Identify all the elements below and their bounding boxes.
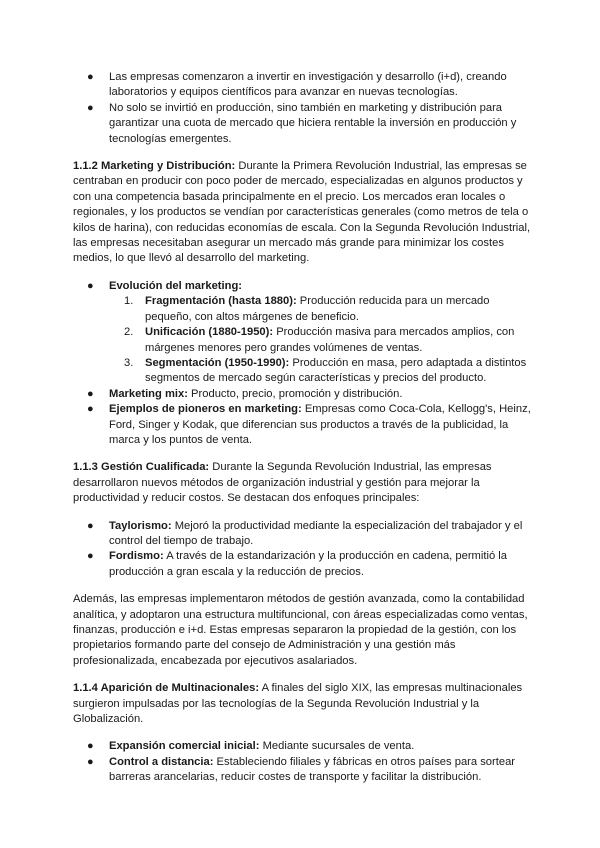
section-114-paragraph: 1.1.4 Aparición de Multinacionales: A finales del siglo XIX, las empresas multinacionales surgieron impulsadas por las tecnologías de la Segunda Revolución Industrial y la Globalización.: [73, 682, 523, 726]
list-item: 2. Unificación (1880-1950): Producción masiva para mercados amplios, con márgenes menores pero grandes volúmenes de ventas.: [124, 326, 515, 354]
section-112-paragraph: 1.1.2 Marketing y Distribución: Durante la Primera Revolución Industrial, las empresas se centraban en producir con poco poder de mercado, especializadas en algunos productos y con una competencia basada principalmente en el precio. Los mercados eran locales o regionales, y los productos se vendían por características generales (como metros de tela o kilos de harina), con reducidas economías de escala. Con la Segunda Revolución Industrial, las empresas necesitaban asegurar un mercado más grande para minimizar los costes medios, lo que llevó al desarrollo del marketing.: [73, 160, 531, 265]
bullet-icon: ●: [87, 740, 94, 753]
list-item: ● Expansión comercial inicial: Mediante sucursales de venta.: [73, 739, 533, 754]
intro-bullet-list: [73, 70, 533, 147]
management-bullet-list: [73, 519, 533, 581]
marketing-stages-list: [109, 294, 533, 386]
list-item: ● Marketing mix: Producto, precio, promoción y distribución.: [73, 387, 533, 402]
multinationals-bullet-list: [73, 739, 533, 785]
list-item: ● Ejemplos de pioneros en marketing: Empresas como Coca-Cola, Kellogg's, Heinz, Ford, Singer y Kodak, que diferencian sus productos a través de la publicidad, la marca y los puntos de venta.: [87, 403, 531, 446]
section-heading: 1.1.2 Marketing y Distribución:: [73, 160, 236, 173]
list-item: 3. Segmentación (1950-1990): Producción en masa, pero adaptada a distintos segmentos de mercado según características y precios del producto.: [124, 356, 527, 385]
list-item: ● No solo se invirtió en producción, sino también en marketing y distribución para garantizar una cuota de mercado que hiciera rentable la inversión en producción y tecnologías emergentes.: [87, 101, 517, 145]
bullet-icon: ●: [87, 755, 94, 768]
list-item: 1. Fragmentación (hasta 1880): Producción reducida para un mercado pequeño, con altos márgenes de beneficio.: [124, 295, 490, 323]
section-113-paragraph: 1.1.3 Gestión Cualificada: Durante la Segunda Revolución Industrial, las empresas desarrollaron nuevos métodos de organización industrial y gestión para mejorar la productividad y reducir costos. Se destacan dos enfoques principales:: [73, 461, 492, 505]
bullet-icon: ●: [87, 403, 94, 416]
management-paragraph: Además, las empresas implementaron métodos de gestión avanzada, como la contabilidad analítica, y adoptaron una estructura multifuncional, con áreas especializadas como ventas, finanzas, producción e i+d. Estas empresas separaron la propiedad de la gestión, con los propietarios formando parte del consejo de Administración y una gestión más profesionalizada, encabezada por ejecutivos asalariados.: [73, 593, 528, 667]
section-heading: 1.1.3 Gestión Cualificada:: [73, 461, 210, 474]
section-heading: 1.1.4 Aparición de Multinacionales:: [73, 682, 260, 695]
bullet-icon: ●: [87, 101, 94, 114]
bullet-icon: ●: [87, 71, 94, 83]
bullet-icon: ●: [87, 387, 94, 400]
marketing-bullet-list: [73, 279, 533, 448]
list-item: ● Control a distancia: Estableciendo filiales y fábricas en otros países para sortear barreras arancelarias, reducir costes de transporte y facilitar la distribución.: [87, 755, 516, 784]
document-page: [73, 70, 533, 786]
bullet-icon: ●: [87, 279, 94, 292]
list-item: ● Evolución del marketing: 1. Fragmentación (hasta 1880): Producción reducida para un mercado pequeño, con altos márgenes de beneficio. 2. Unificación (1880-1950): Producción masiva para mercados amplios, con márgenes menores pero grandes volúmenes de ventas. 3. Segmentación (1950-1990): Producción en masa, pero adaptada a distintos segmentos de mercado según características y precios del producto.: [73, 279, 533, 387]
bullet-icon: ●: [87, 550, 94, 563]
list-item: ● Taylorismo: Mejoró la productividad mediante la especialización del trabajador y el control del tiempo de trabajo.: [87, 519, 523, 547]
bullet-icon: ●: [87, 519, 94, 532]
list-item: ● Fordismo: A través de la estandarización y la producción en cadena, permitió la producción a gran escala y la reducción de precios.: [87, 550, 507, 578]
list-item: ● Las empresas comenzaron a invertir en investigación y desarrollo (i+d), creando laboratorios y equipos científicos para avanzar en nuevas tecnologías.: [87, 71, 507, 99]
